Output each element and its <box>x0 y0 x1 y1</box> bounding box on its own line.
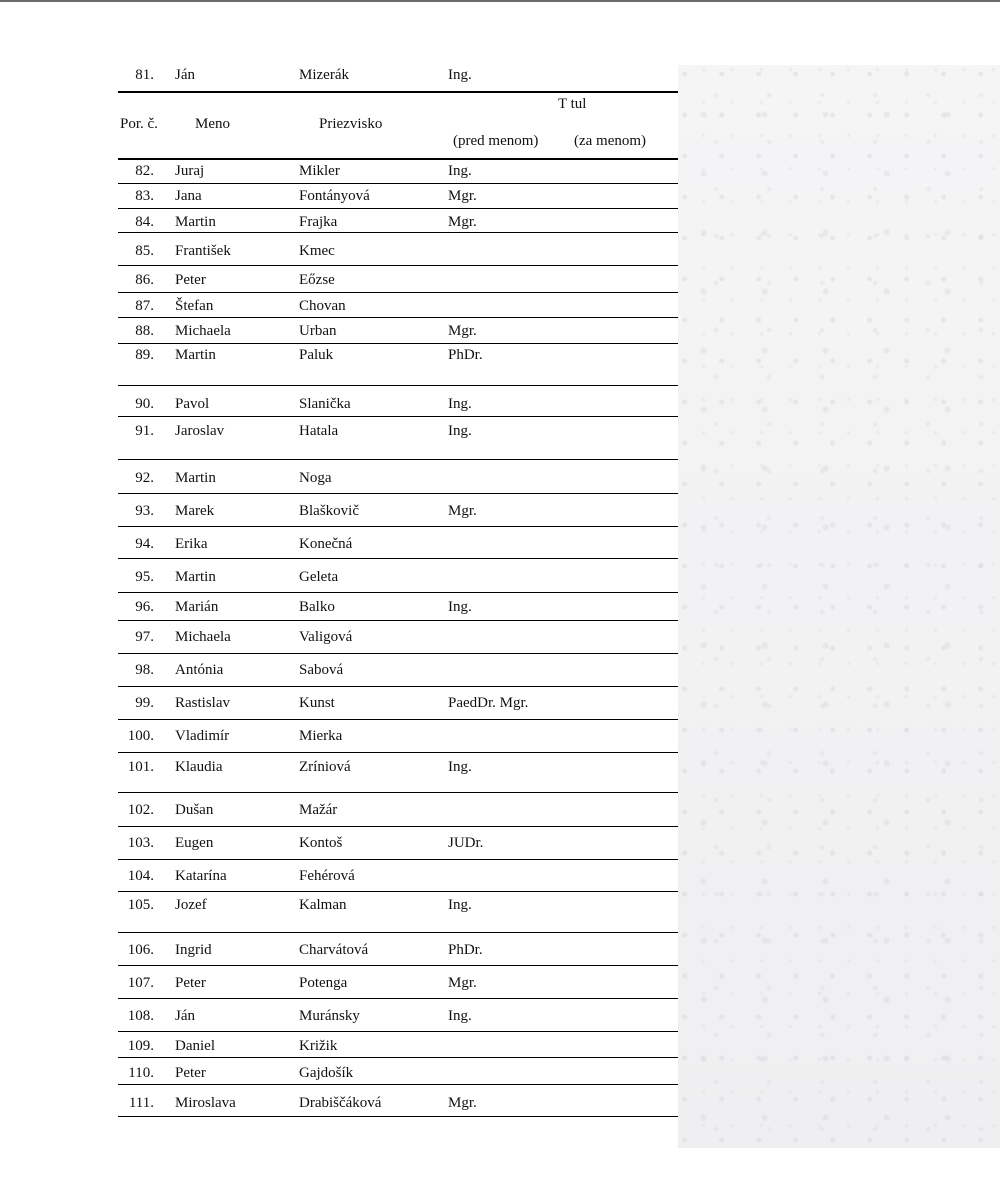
row-first-name: Ján <box>175 67 195 83</box>
row-number: 109. <box>127 1038 154 1054</box>
row-title: PaedDr. Mgr. <box>448 695 529 711</box>
row-last-name: Fontányová <box>299 188 370 204</box>
row-last-name: Chovan <box>299 298 346 314</box>
row-number: 81. <box>135 67 154 83</box>
row-number: 91. <box>135 423 154 439</box>
table-row <box>118 395 678 417</box>
row-number: 107. <box>127 975 154 991</box>
row-number: 96. <box>135 599 154 615</box>
row-number: 104. <box>127 868 154 884</box>
table-row <box>118 213 678 233</box>
table-row <box>118 187 678 209</box>
row-number: 95. <box>135 569 154 585</box>
row-number: 102. <box>127 802 154 818</box>
table-row <box>118 1094 678 1117</box>
row-title: Ing. <box>448 599 472 615</box>
row-last-name: Valigová <box>299 629 353 645</box>
row-last-name: Paluk <box>299 347 334 363</box>
row-first-name: Ingrid <box>175 942 212 958</box>
row-title: Ing. <box>448 163 472 179</box>
row-number: 101. <box>127 759 154 775</box>
row-number: 93. <box>135 503 154 519</box>
row-last-name: Frajka <box>299 214 338 230</box>
row-number: 94. <box>135 536 154 552</box>
table-row <box>118 661 678 687</box>
row-last-name: Charvátová <box>299 942 369 958</box>
table-row <box>118 469 678 494</box>
row-last-name: Potenga <box>299 975 348 991</box>
row-number: 84. <box>135 214 154 230</box>
row-title: Mgr. <box>448 1095 477 1111</box>
header-meno: Meno <box>195 116 230 132</box>
table-row <box>118 535 678 559</box>
row-first-name: Martin <box>175 214 216 230</box>
row-first-name: Vladimír <box>175 728 230 744</box>
row-number: 89. <box>135 347 154 363</box>
textured-page-background <box>678 65 1000 1148</box>
row-number: 110. <box>128 1065 154 1081</box>
row-first-name: Marián <box>175 599 219 615</box>
row-number: 90. <box>135 396 154 412</box>
row-number: 87. <box>135 298 154 314</box>
table-row <box>118 834 678 860</box>
table-row <box>118 242 678 266</box>
row-first-name: Dušan <box>175 802 214 818</box>
row-first-name: Eugen <box>175 835 214 851</box>
table-row <box>118 941 678 966</box>
row-first-name: Rastislav <box>175 695 230 711</box>
table-row <box>118 422 678 460</box>
row-last-name: Križik <box>299 1038 338 1054</box>
table-row <box>118 1037 678 1058</box>
row-number: 86. <box>135 272 154 288</box>
table-row <box>118 271 678 293</box>
row-last-name: Mikler <box>299 163 340 179</box>
row-number: 98. <box>135 662 154 678</box>
table-row <box>118 758 678 793</box>
row-first-name: Erika <box>175 536 208 552</box>
row-title: Ing. <box>448 396 472 412</box>
row-last-name: Balko <box>299 599 335 615</box>
table-row <box>118 66 678 90</box>
row-first-name: Peter <box>175 975 206 991</box>
row-first-name: Martin <box>175 569 216 585</box>
row-title: Mgr. <box>448 323 477 339</box>
row-first-name: Katarína <box>175 868 227 884</box>
row-first-name: František <box>175 243 231 259</box>
row-title: Ing. <box>448 423 472 439</box>
row-number: 108. <box>127 1008 154 1024</box>
row-first-name: Jaroslav <box>175 423 225 439</box>
table-row <box>118 801 678 827</box>
row-last-name: Kontoš <box>299 835 343 851</box>
table-header <box>118 91 678 160</box>
row-title: Ing. <box>448 759 472 775</box>
row-title: Mgr. <box>448 214 477 230</box>
row-number: 88. <box>135 323 154 339</box>
row-title: Mgr. <box>448 503 477 519</box>
row-last-name: Urban <box>299 323 337 339</box>
row-title: PhDr. <box>448 942 483 958</box>
row-number: 83. <box>135 188 154 204</box>
row-first-name: Peter <box>175 1065 206 1081</box>
row-first-name: Daniel <box>175 1038 215 1054</box>
row-first-name: Martin <box>175 347 216 363</box>
table-row <box>118 1064 678 1085</box>
row-title: PhDr. <box>448 347 483 363</box>
row-last-name: Noga <box>299 470 332 486</box>
table-row <box>118 346 678 386</box>
table-row <box>118 162 678 184</box>
row-title: Ing. <box>448 1008 472 1024</box>
table-row <box>118 322 678 344</box>
row-last-name: Eőzse <box>299 272 335 288</box>
row-last-name: Geleta <box>299 569 339 585</box>
header-pred-menom: (pred menom) <box>453 133 539 149</box>
row-last-name: Mažár <box>299 802 338 818</box>
row-title: Ing. <box>448 897 472 913</box>
header-priezvisko: Priezvisko <box>319 116 383 132</box>
table-row <box>118 297 678 318</box>
row-number: 105. <box>127 897 154 913</box>
row-number: 106. <box>127 942 154 958</box>
table-row <box>118 867 678 892</box>
table-row <box>118 694 678 720</box>
row-first-name: Michaela <box>175 629 231 645</box>
table-row <box>118 628 678 654</box>
table-row <box>118 727 678 753</box>
row-title: JUDr. <box>448 835 484 851</box>
row-last-name: Drabiščáková <box>299 1095 382 1111</box>
row-last-name: Sabová <box>299 662 344 678</box>
row-last-name: Zríniová <box>299 759 351 775</box>
header-titul: T tul <box>558 96 587 112</box>
row-first-name: Jozef <box>175 897 207 913</box>
viewer-top-edge <box>0 0 1000 2</box>
row-last-name: Blaškovič <box>299 503 359 519</box>
row-number: 99. <box>135 695 154 711</box>
row-last-name: Gajdošík <box>299 1065 354 1081</box>
row-last-name: Mierka <box>299 728 343 744</box>
row-last-name: Slanička <box>299 396 351 412</box>
row-last-name: Kalman <box>299 897 347 913</box>
row-first-name: Klaudia <box>175 759 223 775</box>
row-number: 111. <box>128 1095 154 1111</box>
row-first-name: Antónia <box>175 662 224 678</box>
table-row <box>118 568 678 593</box>
table-row <box>118 598 678 621</box>
row-title: Mgr. <box>448 975 477 991</box>
row-number: 92. <box>135 470 154 486</box>
header-por-c: Por. č. <box>120 116 158 132</box>
table-row <box>118 502 678 527</box>
row-last-name: Fehérová <box>299 868 355 884</box>
row-last-name: Kmec <box>299 243 335 259</box>
row-last-name: Mizerák <box>299 67 349 83</box>
row-first-name: Juraj <box>175 163 205 179</box>
row-first-name: Marek <box>175 503 215 519</box>
row-title: Ing. <box>448 67 472 83</box>
row-last-name: Hatala <box>299 423 339 439</box>
row-number: 100. <box>127 728 154 744</box>
row-number: 82. <box>135 163 154 179</box>
row-first-name: Peter <box>175 272 206 288</box>
row-number: 97. <box>135 629 154 645</box>
header-za-menom: (za menom) <box>574 133 647 149</box>
table-row <box>118 1007 678 1032</box>
table-row <box>118 896 678 933</box>
table-row <box>118 974 678 999</box>
row-first-name: Martin <box>175 470 216 486</box>
row-number: 103. <box>127 835 154 851</box>
row-title: Mgr. <box>448 188 477 204</box>
row-first-name: Pavol <box>175 396 210 412</box>
row-first-name: Jana <box>175 188 202 204</box>
row-first-name: Michaela <box>175 323 231 339</box>
row-last-name: Muránsky <box>299 1008 360 1024</box>
row-first-name: Štefan <box>175 298 214 314</box>
row-last-name: Kunst <box>299 695 335 711</box>
row-first-name: Miroslava <box>175 1095 236 1111</box>
row-number: 85. <box>135 243 154 259</box>
row-first-name: Ján <box>175 1008 195 1024</box>
row-last-name: Konečná <box>299 536 353 552</box>
